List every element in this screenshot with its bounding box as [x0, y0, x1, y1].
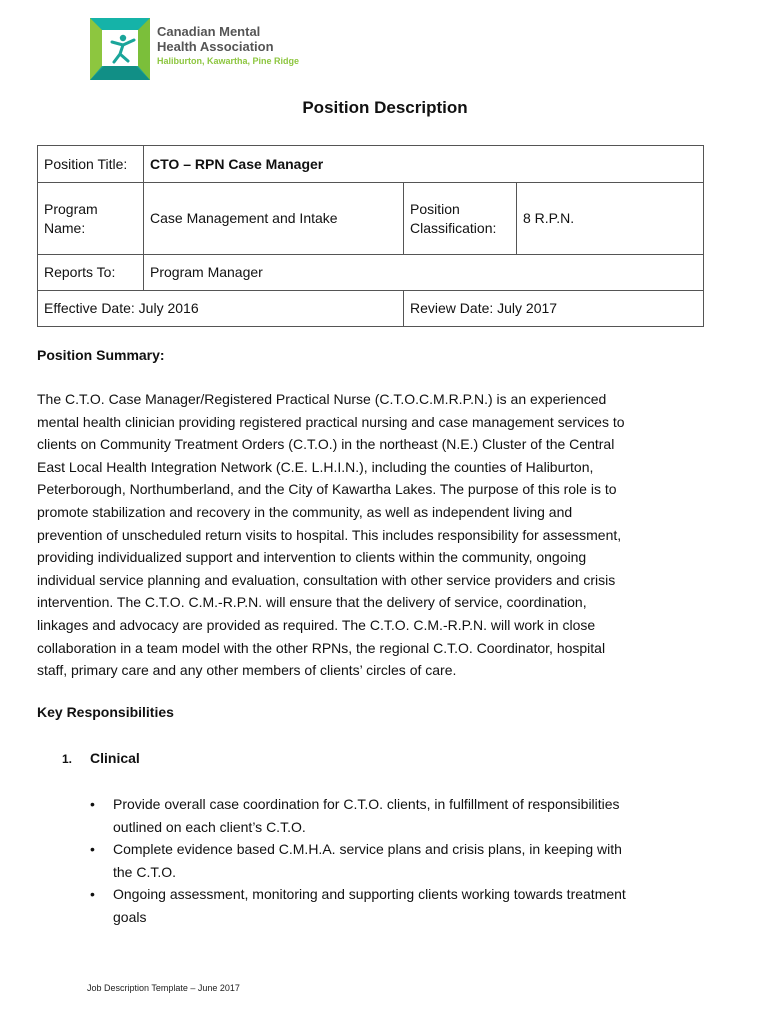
- document-title: Position Description: [302, 98, 468, 117]
- clinical-number: 1.: [62, 752, 73, 766]
- list-item: • Provide overall case coordination for C.T.O. clients, in fulfillment of responsibilities outlined on each client’s C.T.O.: [90, 793, 626, 838]
- program-name-value: Case Management and Intake: [144, 183, 404, 255]
- list-item: • Ongoing assessment, monitoring and supporting clients working towards treatment goals: [90, 883, 626, 928]
- org-region: Haliburton, Kawartha, Pine Ridge: [157, 56, 300, 66]
- position-title-label: Position Title:: [38, 146, 144, 183]
- cmha-logo-icon: [90, 18, 150, 80]
- org-name-line2: Health Association: [157, 39, 274, 54]
- program-name-label: Program Name:: [38, 183, 144, 255]
- effective-date: Effective Date: July 2016: [38, 291, 404, 327]
- review-date: Review Date: July 2017: [404, 291, 704, 327]
- clinical-title: Clinical: [90, 750, 140, 766]
- reports-to-value: Program Manager: [144, 255, 704, 291]
- bullet-icon: •: [90, 886, 95, 903]
- reports-to-label: Reports To:: [38, 255, 144, 291]
- bullet-icon: •: [90, 796, 95, 812]
- clinical-bullet-list: [90, 793, 626, 929]
- org-name-line1: Canadian Mental: [157, 24, 261, 39]
- clinical-heading: [62, 750, 140, 766]
- key-responsibilities-heading: Key Responsibilities: [37, 704, 174, 720]
- cmha-logo: [90, 18, 310, 80]
- classification-value: 8 R.P.N.: [517, 183, 704, 255]
- position-summary-text: The C.T.O. Case Manager/Registered Practical Nurse (C.T.O.C.M.R.P.N.) is an experienced mental health clinician providing registered practical nursing and case management services to clients on Community Treatment Orders (C.T.O.) in the northeast (N.E.) Cluster of the Central East Local Health Integration Network (C.E. L.H.I.N.), including the counties of Haliburton, Peterborough, Northumberland, and the City of Kawartha Lakes. The purpose of this role is to promote stabilization and recovery in the community, as well as independent living and prevention of unscheduled return visits to hospital. This includes responsibility for assessment, providing individualized support and intervention to clients within the community, ongoing individual service planning and evaluation, consultation with other service providers and crisis intervention. The C.T.O. C.M.-R.P.N. will ensure that the delivery of service, coordination, linkages and advocacy are provided as required. The C.T.O. C.M.-R.P.N. will work in close collaboration in a team model with the other RPNs, the regional C.T.O. Coordinator, hospital staff, primary care and any other members of clients’ circles of care.: [37, 391, 625, 679]
- classification-label: Position Classification:: [404, 183, 517, 255]
- position-title-value: CTO – RPN Case Manager: [144, 146, 704, 183]
- position-info-table: [37, 145, 704, 327]
- bullet-icon: •: [90, 841, 95, 858]
- list-item: • Complete evidence based C.M.H.A. service plans and crisis plans, in keeping with the C.T.O.: [90, 838, 626, 883]
- page-footer: Job Description Template – June 2017: [87, 983, 240, 993]
- position-summary-heading: Position Summary:: [37, 347, 165, 363]
